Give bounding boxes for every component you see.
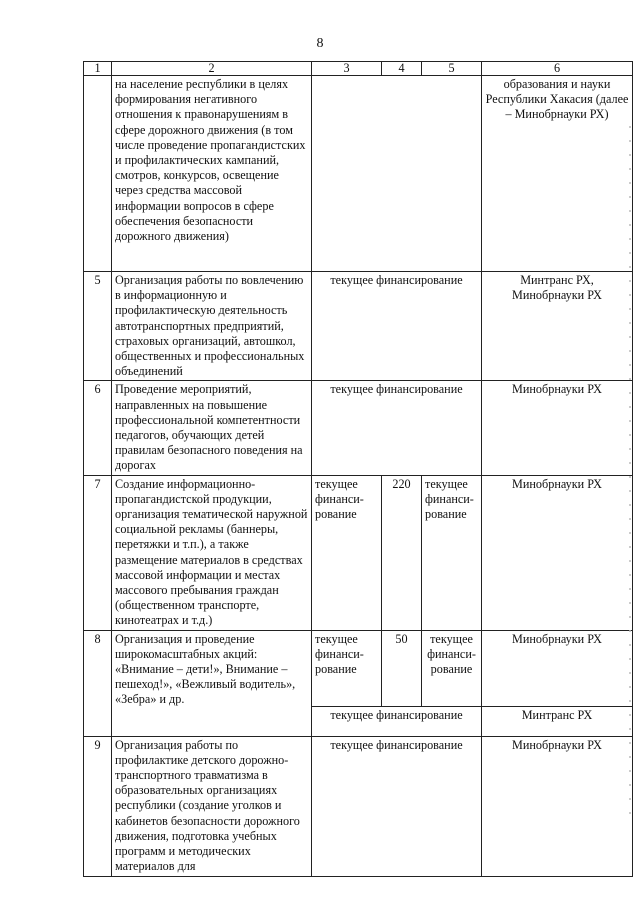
responsible-executor: Минобрнауки РХ [482, 475, 633, 630]
table-row-6 [84, 381, 633, 475]
responsible-executor: Минтранс РХ, Минобрнауки РХ [482, 272, 633, 381]
row-number: 5 [84, 272, 112, 381]
funding-year-3: текущее финанси-рование [422, 630, 482, 706]
responsible-executor: образования и науки Республики Хакасия (далее – Минобрнауки РХ) [482, 76, 633, 272]
measure-description: Организация работы по вовлечению в информационную и профилактическую деятельность автотранспортных предприятий, страховых организаций, автошкол, общественных и профессиональных объединений [112, 272, 312, 381]
table-row-8 [84, 630, 633, 706]
responsible-executor: Минобрнауки РХ [482, 736, 633, 876]
measure-description: на население республики в целях формирования негативного отношения к правонарушениям в сфере дорожного движения (в том числе проведение пропагандистских и профилактических кампаний, смотров, конкурсов, освещение через средства массовой информации вопросов в сфере обеспечения безопасности дорожного движения) [112, 76, 312, 272]
header-cell-6: 6 [482, 62, 633, 76]
measure-description: Проведение мероприятий, направленных на повышение профессиональной компетентности педагогов, обучающих детей правилам безопасного поведения на дорогах [112, 381, 312, 475]
funding-year-1: текущее финанси-рование [312, 475, 382, 630]
header-cell-1: 1 [84, 62, 112, 76]
funding-amount: 220 [382, 475, 422, 630]
measure-description: Организация работы по профилактике детского дорожно-транспортного травматизма в образовательных организациях республики (создание уголков и кабинетов безопасности дорожного движения, подготовка учебных программ и методических материалов для [112, 736, 312, 876]
funding-year-3: текущее финанси-рование [422, 475, 482, 630]
row-number: 7 [84, 475, 112, 630]
table-row-continued [84, 76, 633, 272]
header-cell-3: 3 [312, 62, 382, 76]
header-cell-4: 4 [382, 62, 422, 76]
table-row-7 [84, 475, 633, 630]
funding-cell: текущее финансирование [312, 381, 482, 475]
table-row-5 [84, 272, 633, 381]
header-row [84, 62, 633, 76]
funding-cell: текущее финансирование [312, 272, 482, 381]
table-row-9 [84, 736, 633, 876]
row-number: 6 [84, 381, 112, 475]
funding-cell: текущее финансирование [312, 736, 482, 876]
responsible-executor: Минобрнауки РХ [482, 381, 633, 475]
measure-description: Создание информационно-пропагандистской продукции, организация тематической наружной социальной рекламы (баннеры, перетяжки и т.п.), а также размещение материалов в средствах массовой информации и местах массового пребывания граждан (общественном транспорте, кинотеатрах и т.д.) [112, 475, 312, 630]
header-cell-2: 2 [112, 62, 312, 76]
funding-amount: 50 [382, 630, 422, 706]
measures-table [83, 61, 633, 877]
responsible-executor: Минтранс РХ [482, 706, 633, 736]
row-number: 8 [84, 630, 112, 736]
measure-description: Организация и проведение широкомасштабных акций: «Внимание – дети!», Внимание – пешеход!», «Вежливый водитель», «Зебра» и др. [112, 630, 312, 736]
row-number-cell [84, 76, 112, 272]
funding-year-1: текущее финанси-рование [312, 630, 382, 706]
page-number: 8 [316, 36, 324, 51]
scan-edge-dots [627, 120, 633, 820]
header-cell-5: 5 [422, 62, 482, 76]
row-number: 9 [84, 736, 112, 876]
funding-cell: текущее финансирование [312, 706, 482, 736]
responsible-executor: Минобрнауки РХ [482, 630, 633, 706]
funding-cell [312, 76, 482, 272]
